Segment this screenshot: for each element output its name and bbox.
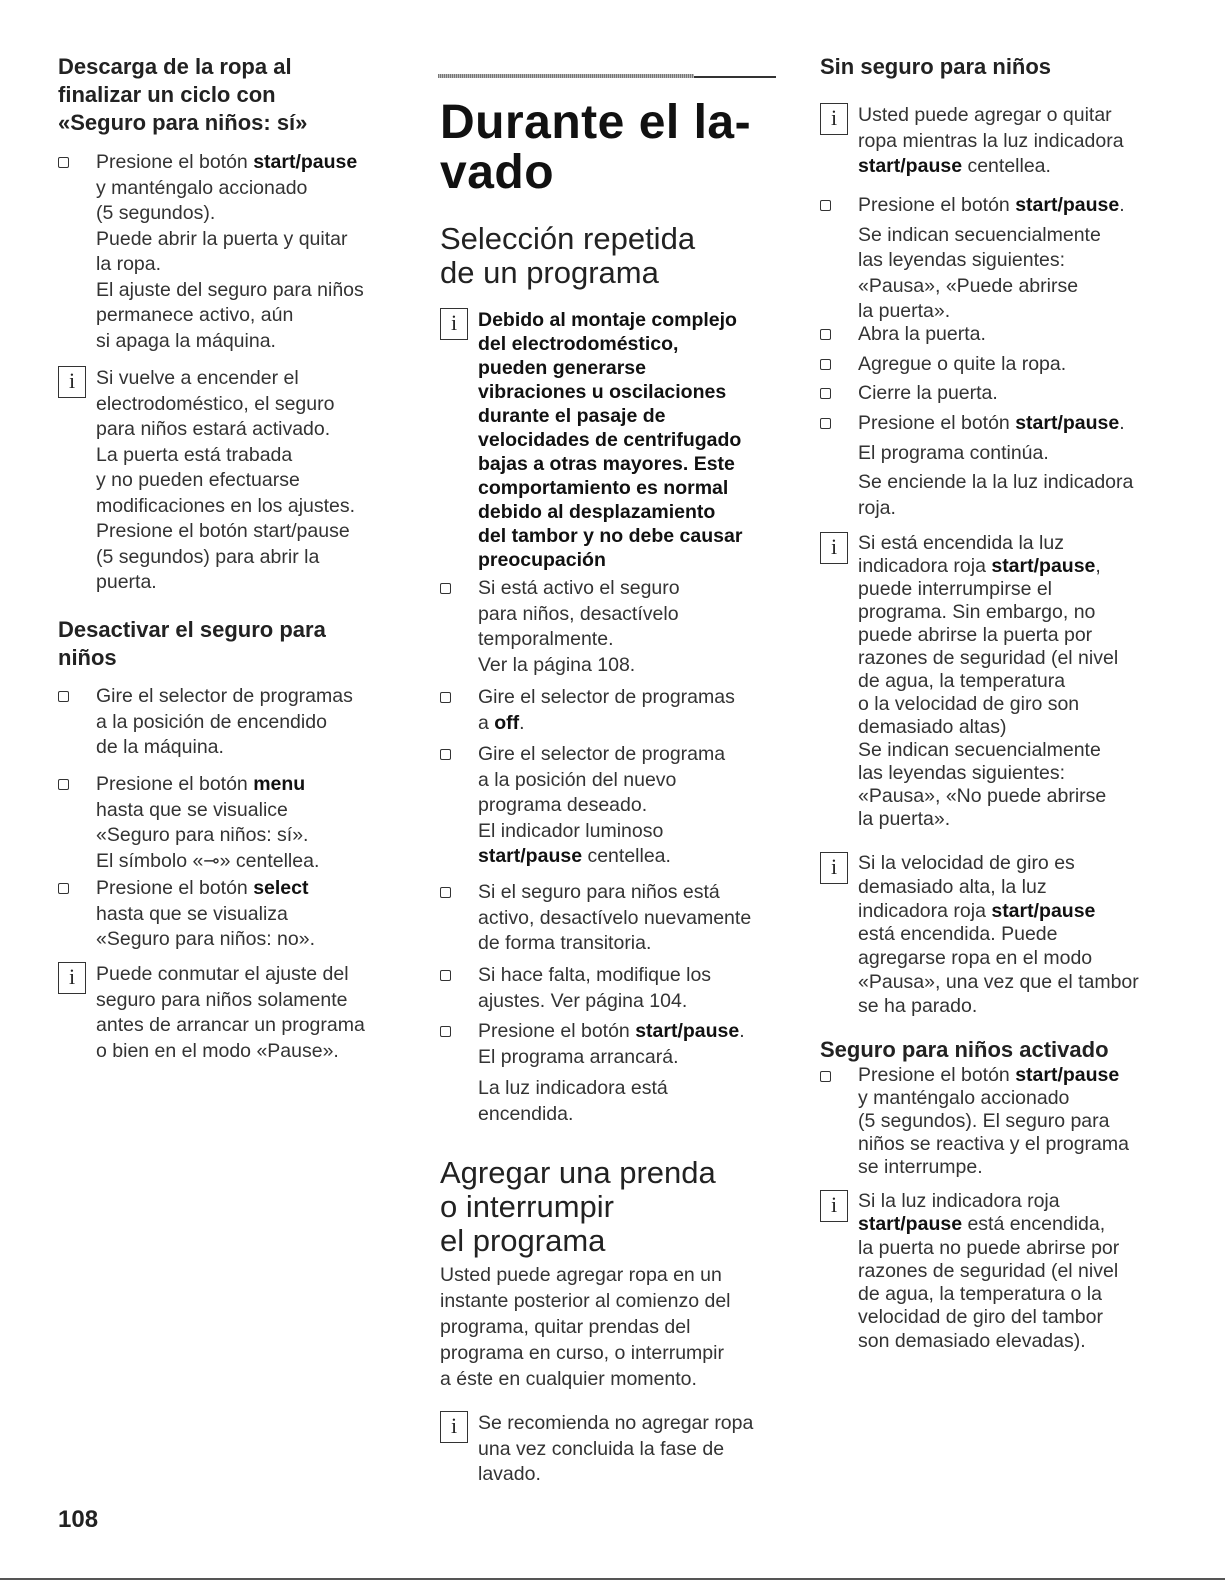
info-note: i Usted puede agregar o quitar ropa mientras la luz indicadora start/pause centellea. — [820, 103, 1203, 180]
intro-paragraph: Usted puede agregar ropa en un instante posterior al comienzo del programa, quitar prendas del programa en curso, o interrumpir a éste en cualquier momento. — [440, 1264, 731, 1390]
info-icon: i — [440, 1411, 468, 1443]
page-number: 108 — [58, 1506, 99, 1533]
checkbox-bullet-icon — [820, 359, 831, 370]
heading-seguro-activado: Seguro para niños activado — [820, 1037, 1109, 1062]
list-item: Agregue o quite la ropa. — [820, 352, 1203, 378]
list-item: Presione el botón start/pause y manténgalo accionado (5 segundos). El seguro para niños se reactiva y el programa se interrumpe. — [820, 1064, 1203, 1179]
checkbox-bullet-icon — [440, 970, 451, 981]
info-note: i Debido al montaje complejo del electrodoméstico, pueden generarse vibraciones u oscilaciones durante el pasaje de velocidades de centrifugado bajas a otras mayores. Este comportamiento es normal debido al desplazamiento del tambor y no debe causar preocupación — [440, 308, 823, 572]
info-note: i Si vuelve a encender el electrodoméstico, el seguro para niños estará activado. La puerta está trabada y no pueden efectuarse modificaciones en los ajustes. Presione el botón start/pause (5 segundos) para abrir la puerta. — [58, 366, 426, 596]
info-icon: i — [820, 852, 848, 884]
info-icon: i — [58, 962, 86, 994]
checkbox-bullet-icon — [440, 749, 451, 760]
page-title: Durante el la- vado — [440, 96, 752, 199]
list-item: Si hace falta, modifique los ajustes. Ver página 104. — [440, 963, 823, 1014]
checkbox-bullet-icon — [820, 418, 831, 429]
info-note: i Si la velocidad de giro es demasiado alta, la luz indicadora roja start/pause está encendida. Puede agregarse ropa en el modo «Pausa», una vez que el tambor se ha parado. — [820, 852, 1203, 1019]
info-icon: i — [820, 1190, 848, 1222]
heading-descarga: Descarga de la ropa al finalizar un ciclo con «Seguro para niños: sí» — [58, 54, 308, 135]
list-item: Si el seguro para niños está activo, desactívelo nuevamente de forma transitoria. — [440, 880, 823, 957]
bottom-rule — [0, 1578, 1225, 1580]
info-note: i Si la luz indicadora roja start/pause está encendida, la puerta no puede abrirse por razones de seguridad (el nivel de agua, la temperatura o la velocidad de giro del tambor son demasiado elevadas). — [820, 1190, 1203, 1353]
list-item: Cierre la puerta. — [820, 381, 1203, 407]
rule-shade — [438, 74, 694, 78]
info-icon: i — [440, 308, 468, 340]
checkbox-bullet-icon — [58, 883, 69, 894]
checkbox-bullet-icon — [58, 157, 69, 168]
checkbox-bullet-icon — [820, 388, 831, 399]
list-item: Presione el botón start/pause. El programa continúa. Se enciende la la luz indicadora roja. — [820, 411, 1203, 521]
list-item: Gire el selector de programas a la posición de encendido de la máquina. — [58, 684, 426, 761]
section-heading-agregar: Agregar una prenda o interrumpir el programa — [440, 1155, 716, 1258]
section-heading-seleccion: Selección repetida de un programa — [440, 221, 696, 290]
checkbox-bullet-icon — [440, 887, 451, 898]
checkbox-bullet-icon — [58, 779, 69, 790]
list-item: Gire el selector de programa a la posición del nuevo programa deseado. El indicador luminoso start/pause centellea. — [440, 742, 823, 870]
list-item: Si está activo el seguro para niños, desactívelo temporalmente. Ver la página 108. — [440, 576, 823, 678]
list-item: Presione el botón start/pause. Se indican secuencialmente las leyendas siguientes: «Pausa», «Puede abrirse la puerta». — [820, 193, 1203, 325]
list-item: Presione el botón start/pause. El programa arrancará. La luz indicadora está encendida. — [440, 1019, 823, 1127]
checkbox-bullet-icon — [440, 583, 451, 594]
list-item: Presione el botón menu hasta que se visualice «Seguro para niños: sí». El símbolo «⊸» centellea. — [58, 772, 426, 874]
checkbox-bullet-icon — [820, 329, 831, 340]
checkbox-bullet-icon — [820, 1071, 831, 1082]
checkbox-bullet-icon — [820, 200, 831, 211]
info-icon: i — [820, 103, 848, 135]
list-item: Presione el botón start/pause y manténgalo accionado (5 segundos). Puede abrir la puerta y quitar la ropa. El ajuste del seguro para niños permanece activo, aún si apaga la máquina. — [58, 150, 426, 354]
info-note: i Se recomienda no agregar ropa una vez concluida la fase de lavado. — [440, 1411, 823, 1488]
list-item: Gire el selector de programas a off. — [440, 685, 823, 736]
list-item: Abra la puerta. — [820, 322, 1203, 348]
heading-sin-seguro: Sin seguro para niños — [820, 54, 1052, 79]
heading-desactivar: Desactivar el seguro para niños — [58, 617, 326, 670]
info-note: i Si está encendida la luz indicadora roja start/pause, puede interrumpirse el programa. Sin embargo, no puede abrirse la puerta por razones de seguridad (el nivel de agua, la temperatura o la velocidad de giro son demasiado altas) Se indican secuencialmente las leyendas siguientes: «Pausa», «No puede abrirse la puerta». — [820, 532, 1203, 831]
checkbox-bullet-icon — [440, 692, 451, 703]
rule-line — [694, 76, 776, 78]
checkbox-bullet-icon — [58, 691, 69, 702]
info-icon: i — [820, 532, 848, 564]
title-rule — [438, 74, 776, 78]
info-note: i Puede conmutar el ajuste del seguro para niños solamente antes de arrancar un programa o bien en el modo «Pause». — [58, 962, 431, 1064]
checkbox-bullet-icon — [440, 1026, 451, 1037]
list-item: Presione el botón select hasta que se visualiza «Seguro para niños: no». — [58, 876, 426, 953]
info-icon: i — [58, 366, 86, 398]
